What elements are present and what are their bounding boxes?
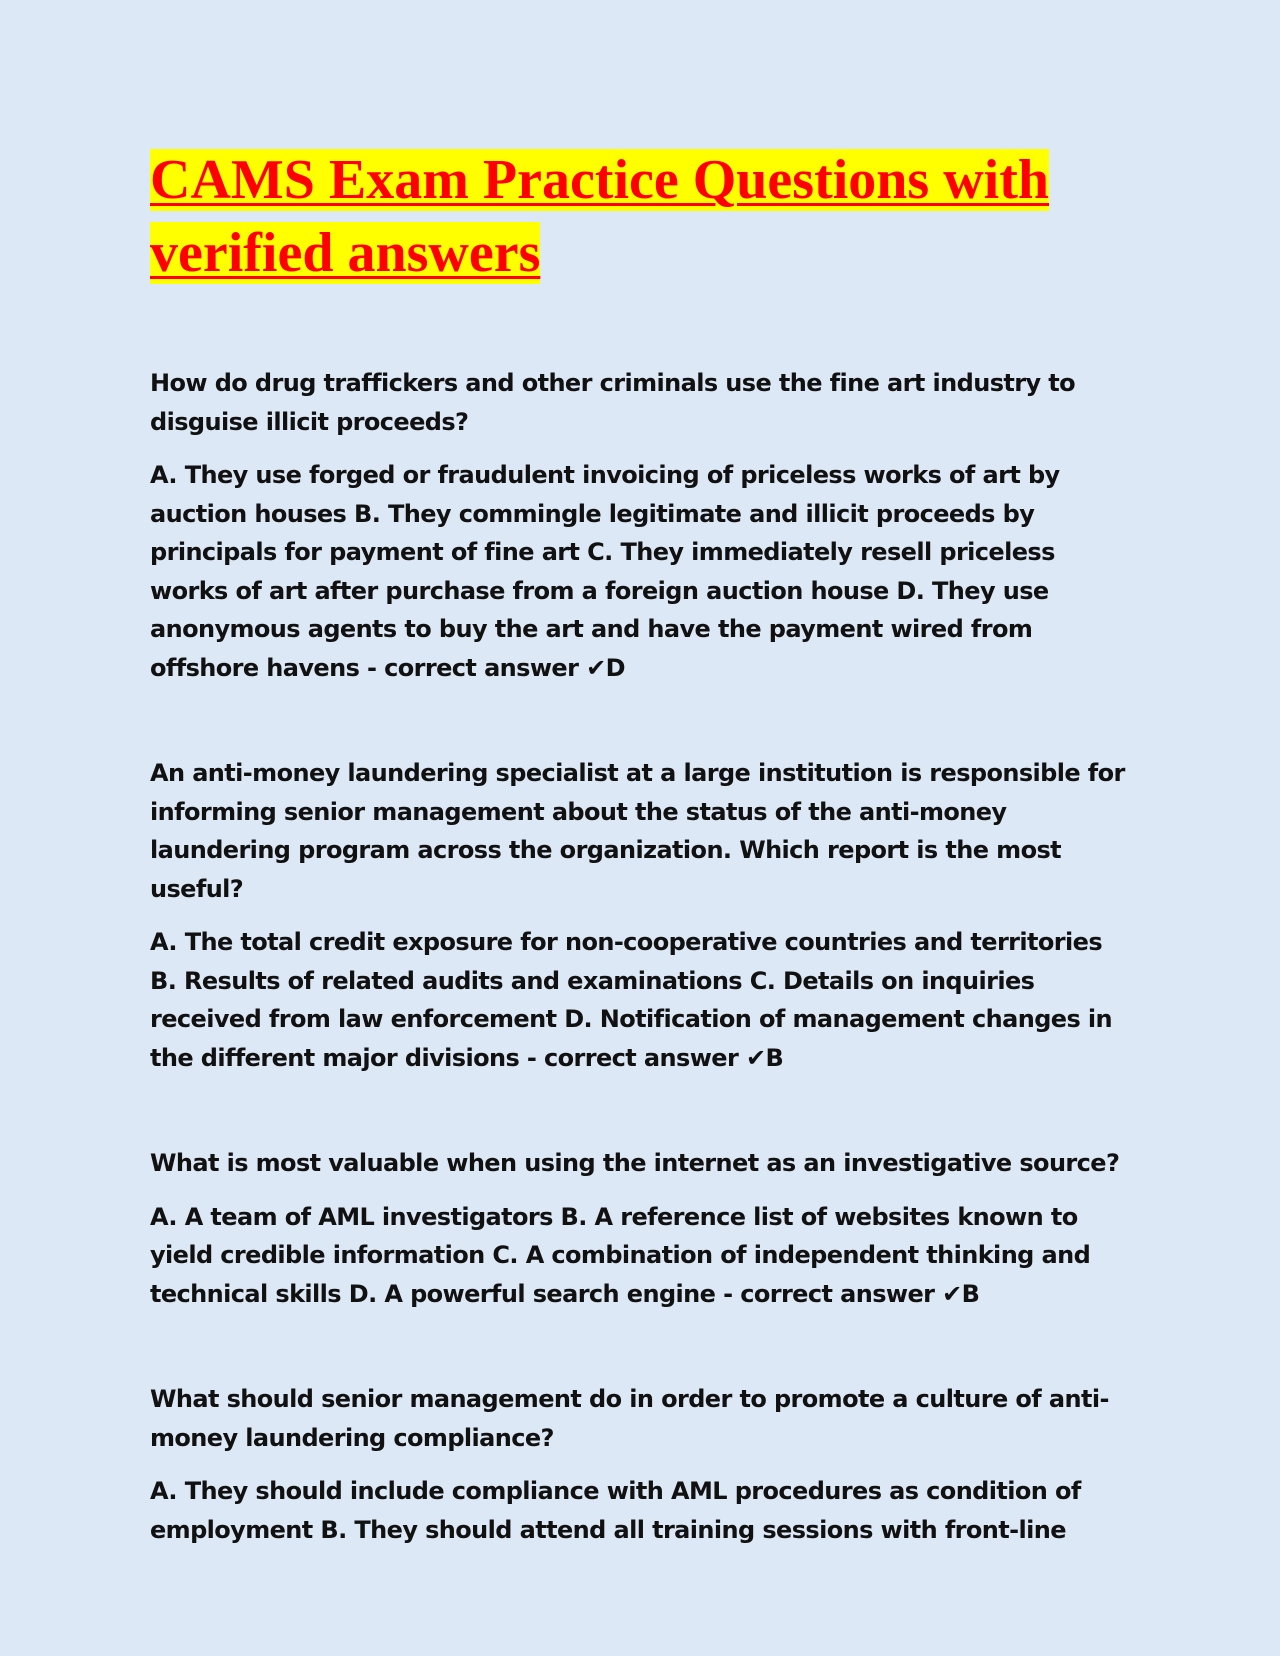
answer-text: A. They use forged or fraudulent invoicing of priceless works of art by auction houses B. They commingle legitimate and illicit proceeds by principals for payment of fine art C. They immediately resell priceless works of art after purchase from a foreign auction house D. They use anonymous agents to buy the art and have the payment wired from offshore havens - correct answer ✔D [150, 461, 1060, 682]
answer-text: A. The total credit exposure for non-cooperative countries and territories B. Results of related audits and examinations C. Details on inquiries received from law enforcement D. Notification of management changes in the different major divisions - correct answer ✔B [150, 928, 1113, 1072]
answer-text: A. A team of AML investigators B. A reference list of websites known to yield credible information C. A combination of independent thinking and technical skills D. A powerful search engine - correct answer ✔B [150, 1202, 1091, 1308]
question-block [150, 364, 1130, 687]
question-text: What is most valuable when using the internet as an investigative source? [150, 1149, 1120, 1177]
question-block [150, 1144, 1130, 1313]
document-page [150, 144, 1130, 1616]
question-block [150, 1380, 1130, 1549]
question-text: How do drug traffickers and other criminals use the fine art industry to disguise illicit proceeds? [150, 369, 1076, 436]
question-text: What should senior management do in order to promote a culture of anti-money laundering compliance? [150, 1385, 1109, 1452]
question-list [150, 364, 1130, 1549]
document-title-text: CAMS Exam Practice Questions with verified answers [150, 149, 1050, 284]
document-title [150, 144, 1130, 290]
question-text: An anti-money laundering specialist at a large institution is responsible for informing senior management about the status of the anti-money laundering program across the organization. Which report is the most useful? [150, 759, 1125, 903]
question-block [150, 754, 1130, 1077]
answer-text: A. They should include compliance with AML procedures as condition of employment B. They should attend all training sessions with front-line [150, 1477, 1081, 1544]
